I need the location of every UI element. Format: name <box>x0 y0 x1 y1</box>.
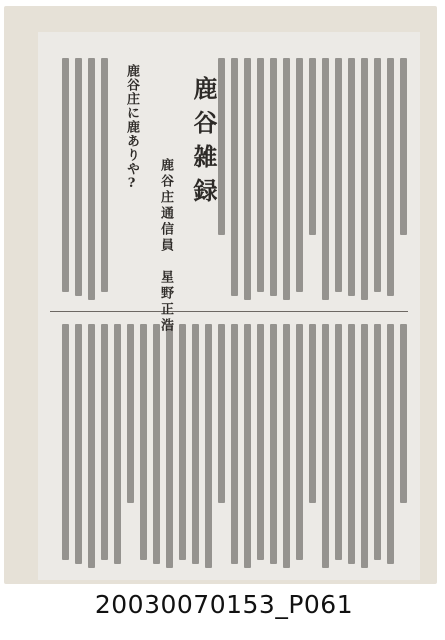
text-line <box>231 324 238 564</box>
text-line <box>322 324 329 568</box>
text-line <box>283 58 290 300</box>
text-line <box>322 58 329 300</box>
text-line <box>62 58 69 292</box>
text-line <box>361 324 368 568</box>
text-line <box>400 324 407 503</box>
text-line <box>231 58 238 296</box>
image-caption: 20030070153_P061 <box>94 590 354 619</box>
text-line <box>88 324 95 568</box>
text-line <box>374 58 381 292</box>
text-line <box>62 324 69 560</box>
text-line <box>296 324 303 560</box>
document-page <box>38 32 420 580</box>
text-line <box>244 58 251 300</box>
text-line <box>361 58 368 300</box>
text-line <box>140 324 147 560</box>
text-line <box>270 324 277 564</box>
text-line <box>244 324 251 568</box>
text-line <box>387 58 394 296</box>
author-line: 鹿谷庄通信員 星野正浩 <box>158 158 173 334</box>
text-line <box>166 324 173 568</box>
text-line <box>75 324 82 564</box>
text-line <box>153 324 160 564</box>
text-line <box>348 324 355 564</box>
section-divider <box>50 311 408 312</box>
text-line <box>101 324 108 560</box>
text-line <box>387 324 394 564</box>
text-line <box>309 58 316 235</box>
article-subtitle: 鹿谷庄に鹿ありや? <box>124 64 139 192</box>
text-line <box>101 58 108 292</box>
text-line <box>114 324 121 564</box>
article-title: 鹿谷雑録 <box>189 76 218 212</box>
text-line <box>296 58 303 292</box>
text-line <box>400 58 407 235</box>
text-line <box>75 58 82 296</box>
text-line <box>179 324 186 560</box>
text-line <box>309 324 316 503</box>
text-line <box>257 58 264 292</box>
text-line <box>218 324 225 503</box>
scanned-sheet <box>4 6 437 584</box>
text-line <box>205 324 212 568</box>
text-line <box>335 324 342 560</box>
text-line <box>270 58 277 296</box>
text-line <box>192 324 199 564</box>
text-line <box>257 324 264 560</box>
text-line <box>348 58 355 296</box>
text-line <box>127 324 134 503</box>
text-line <box>283 324 290 568</box>
text-line <box>335 58 342 292</box>
text-line <box>374 324 381 560</box>
text-line <box>88 58 95 300</box>
